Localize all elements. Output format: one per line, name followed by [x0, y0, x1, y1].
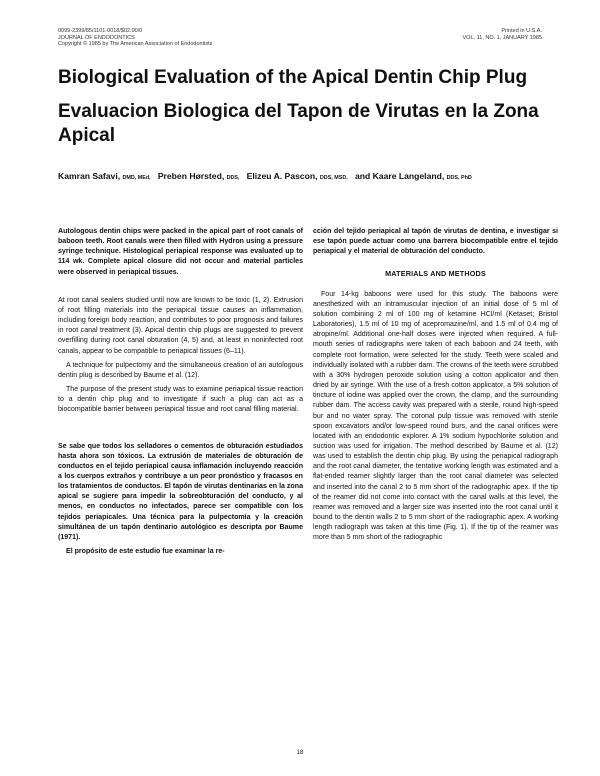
author-degrees: DDS,	[226, 175, 240, 181]
intro-paragraph: The purpose of the present study was to examine periapical tissue reaction to a dentin chip plug and to investigate if such a plug can act as a biocompatible barrier between periapical tissue and root canal filling material.	[58, 386, 303, 414]
abstract-spanish: Se sabe que todos los selladores o cementos de obturación estudiados hasta ahora son tóxicos. La extrusión de materiales de obturación de conductos en el tejido periapical causa inflamación incluyendo reacción a los cuerpos extraños y contribuye a un peor pronóstico y fracasos en los tratamientos de conductos. El tapón de virutas dentinarias en la zona apical se sugiere para impedir la sobreobturación del conducto, y al menos, en conductos no infectados, parece ser compatible con los tejidos periapicales. Una técnica para la pulpectomía y la creación simultánea de un tapón dentinario autológico es descripta por Baume (1971).	[58, 442, 303, 541]
author-name: and Kaare Langeland,	[354, 171, 445, 181]
abstract-spanish-purpose: El propósito de este estudio fue examinar la re-	[66, 548, 225, 556]
header-line: VOL. 11, NO. 1, JANUARY 1985	[462, 34, 542, 41]
intro-paragraph: A technique for pulpectomy and the simultaneous creation of an autologous dentin plug is described by Baume et al. (12).	[58, 361, 303, 379]
author-name: Elizeu A. Pascon,	[246, 171, 318, 181]
section-heading: MATERIALS AND METHODS	[385, 269, 486, 279]
left-column	[58, 227, 303, 557]
article-title-english: Biological Evaluation of the Apical Dentin Chip Plug	[58, 67, 528, 88]
journal-header-right	[463, 28, 542, 41]
journal-header-left	[58, 28, 212, 48]
author-degrees: DMD, MEd,	[122, 175, 151, 181]
page-number: 18	[296, 750, 304, 756]
right-column	[313, 227, 558, 544]
methods-paragraph: Four 14-kg baboons were used for this study. The baboons were anesthetized with an intramuscular injection of an initial dose of 5 ml of solution combining 2 ml of 100 mg of ketamine HCl/ml (Ketaset; Bristol Laboratories), 1.5 ml of 10 mg of acepromazine/ml, and 1.5 ml of 0.4 mg of atropine/ml. Additional one-half doses were injected when required. A full-mouth series of radiographs were taken of each baboon and 24 teeth, with complete root formation, were selected for the study. Teeth were scaled and individually isolated with a rubber dam. The crowns of the teeth were scrubbed with a 30% hydrogen peroxide solution using a cotton applicator and then dried by air syringe. With the use of a fresh cotton applicator, a 5% solution of tincture of iodine was applied over the crown, the clamp, and the surrounding rubber dam. The access cavity was prepared with a sterile, round high-speed bur and no water spray. The coronal pulp tissue was removed with sterile spoon excavators and/or low-speed round burs, and the canal orifices were located with an endodontic explorer. A 1% sodium hypochlorite solution and suction was used for irrigation. The method described by Baume et al. (12) was used to establish the dentin chip plug. By using the periapical radiograph and the root canal diameter, the tentative working length was estimated and a flat-ended reamer slightly larger than the root canal diameter was selected and inserted into the canal 2 to 5 mm short of the radiographic apex. If the tip of the reamer did not come into contact with the canal walls at this level, the reamer was removed and a larger size was inserted into the root canal until it bound to the dentin walls 2 to 5 mm short of the radiographic apex. A working length radiograph was taken at this time (Fig. 1). If the tip of the reamer was more than 5 mm short of the radiographic	[313, 290, 558, 542]
author-line	[58, 170, 558, 184]
header-line: Printed in U.S.A.	[501, 28, 542, 34]
abstract-spanish-continued: cción del tejido periapical al tapón de virutas de dentina, e investigar si ese tapón puede actuar como una barrera biocompatible entre el tejido periapical y el material de obturación del conducto.	[313, 228, 558, 256]
header-line: 0099-2399/85/1101-0018/$02.00/0	[58, 28, 143, 34]
author-name: Kamran Safavi,	[58, 171, 121, 181]
abstract-english: Autologous dentin chips were packed in the apical part of root canals of baboon teeth. Root canals were then filled with Hydron using a pressure syringe technique. Histological periapical response was evaluated up to 114 wk. Complete apical closure did not occur and material particles were observed in periapical tissues.	[58, 228, 303, 276]
header-line: Copyright © 1985 by The American Association of Endodontists	[58, 41, 213, 48]
author-degrees: DDS, MSD,	[319, 175, 348, 181]
author-degrees: DDS, PhD	[446, 175, 472, 181]
author-name: Preben Hørsted,	[157, 171, 225, 181]
header-line: JOURNAL OF ENDODONTICS	[58, 34, 135, 41]
intro-paragraph: At root canal sealers studied until now are known to be toxic (1, 2). Extrusion of root filling materials into the periapical tissue causes an inflammation, including foreign body reaction, and contributes to poor prognosis and failures in root canal treatment (3). Apical dentin chip plugs are suggested to prevent overfilling during root canal obturation (4, 5) and, at least in noninfected root canals, appear to be compatible to periapical tissues (6–11).	[58, 296, 303, 355]
article-title-spanish: Evaluacion Biologica del Tapon de Virutas en la Zona Apical	[58, 101, 539, 146]
